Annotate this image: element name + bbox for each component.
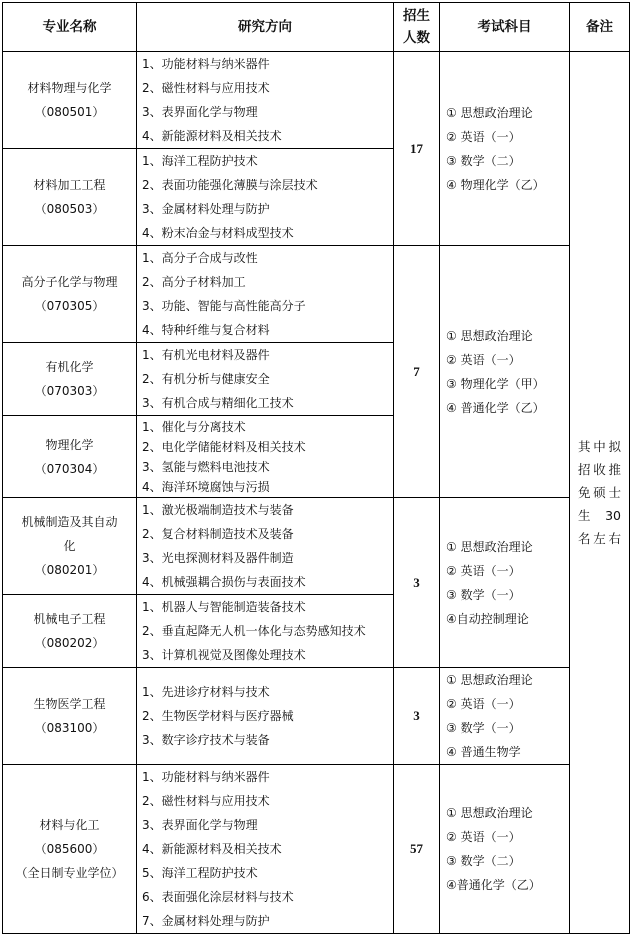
- direction-item: 4、特种纤维与复合材料: [142, 323, 270, 337]
- subject-item: ② 英语（一）: [446, 352, 521, 367]
- direction-cell: [137, 595, 394, 668]
- direction-item: 3、表界面化学与物理: [142, 105, 258, 119]
- major-name: 有机化学: [45, 360, 94, 374]
- direction-item: 3、计算机视觉及图像处理技术: [142, 648, 306, 662]
- subject-item: ① 思想政治理论: [446, 328, 533, 343]
- major-cell: [3, 416, 137, 498]
- major-name: 机械电子工程: [33, 612, 106, 626]
- direction-item: 1、高分子合成与改性: [142, 251, 258, 265]
- note-line: 生 30: [578, 508, 621, 523]
- subject-item: ③ 数学（一）: [446, 587, 521, 602]
- subject-item: ③ 数学（二）: [446, 153, 521, 168]
- count-cell: 3: [394, 668, 440, 765]
- major-cell: [3, 595, 137, 668]
- major-code: （085600）: [34, 842, 105, 856]
- subject-item: ① 思想政治理论: [446, 105, 533, 120]
- direction-item: 3、氢能与燃料电池技术: [142, 459, 270, 474]
- direction-cell: [137, 149, 394, 246]
- direction-item: 4、新能源材料及相关技术: [142, 842, 282, 856]
- direction-item: 2、磁性材料与应用技术: [142, 794, 270, 808]
- header-count-line1: 招生: [403, 8, 430, 24]
- direction-item: 7、金属材料处理与防护: [142, 914, 270, 928]
- direction-item: 4、海洋环境腐蚀与污损: [142, 479, 270, 494]
- subject-item: ② 英语（一）: [446, 697, 521, 711]
- major-cell: [3, 246, 137, 343]
- direction-item: 3、金属材料处理与防护: [142, 202, 270, 216]
- subject-item: ④ 物理化学（乙）: [446, 177, 545, 192]
- direction-cell: [137, 246, 394, 343]
- major-code: （070304）: [34, 461, 105, 476]
- direction-cell: [137, 498, 394, 595]
- table-row: [3, 498, 630, 595]
- major-name: 高分子化学与物理: [21, 275, 118, 289]
- direction-item: 2、复合材料制造技术及装备: [142, 527, 294, 541]
- header-subjects: 考试科目: [440, 3, 570, 52]
- direction-item: 3、表界面化学与物理: [142, 818, 258, 832]
- direction-item: 2、生物医学材料与医疗器械: [142, 709, 294, 723]
- major-cell: [3, 498, 137, 595]
- header-count-line2: 人数: [403, 30, 430, 46]
- subject-item: ④自动控制理论: [446, 611, 529, 626]
- header-direction: 研究方向: [137, 3, 394, 52]
- subjects-cell: [440, 52, 570, 246]
- major-code: （070303）: [34, 384, 105, 398]
- major-code: （080501）: [34, 105, 105, 119]
- direction-item: 4、新能源材料及相关技术: [142, 129, 282, 143]
- subject-item: ① 思想政治理论: [446, 673, 533, 687]
- major-name: 材料加工工程: [33, 178, 106, 192]
- direction-item: 6、表面强化涂层材料与技术: [142, 890, 294, 904]
- direction-item: 5、海洋工程防护技术: [142, 866, 258, 880]
- table-row: [3, 246, 630, 343]
- direction-cell: [137, 52, 394, 149]
- direction-cell: [137, 668, 394, 765]
- direction-item: 1、机器人与智能制造装备技术: [142, 600, 306, 614]
- major-cell: [3, 52, 137, 149]
- subject-item: ④普通化学（乙）: [446, 878, 541, 892]
- direction-cell: [137, 343, 394, 416]
- direction-item: 4、粉末冶金与材料成型技术: [142, 226, 294, 240]
- subjects-cell: [440, 246, 570, 498]
- major-cell: [3, 765, 137, 934]
- direction-cell: [137, 765, 394, 934]
- direction-item: 2、电化学储能材料及相关技术: [142, 439, 306, 454]
- subject-item: ① 思想政治理论: [446, 806, 533, 820]
- subjects-cell: [440, 765, 570, 934]
- direction-item: 1、海洋工程防护技术: [142, 154, 258, 168]
- direction-item: 2、高分子材料加工: [142, 275, 246, 289]
- header-note: 备注: [570, 3, 630, 52]
- major-code: （080202）: [34, 636, 105, 650]
- note-line: 免硕士: [578, 485, 621, 500]
- major-code: （080201）: [34, 563, 105, 577]
- major-name: 材料物理与化学: [27, 81, 112, 95]
- major-name: 生物医学工程: [33, 697, 106, 711]
- note-line: 招收推: [578, 462, 621, 477]
- subject-item: ② 英语（一）: [446, 129, 521, 144]
- subject-item: ② 英语（一）: [446, 563, 521, 578]
- header-count: [394, 3, 440, 52]
- direction-item: 1、有机光电材料及器件: [142, 348, 270, 362]
- major-code: （083100）: [34, 721, 105, 735]
- major-name: 物理化学: [45, 437, 94, 452]
- count-cell: 57: [394, 765, 440, 934]
- major-name: 机械制造及其自动: [21, 515, 118, 529]
- subject-item: ③ 物理化学（甲）: [446, 376, 545, 391]
- note-line: 名左右: [578, 531, 621, 546]
- direction-item: 2、有机分析与健康安全: [142, 372, 270, 386]
- note-line: 其中拟: [578, 439, 621, 454]
- direction-item: 3、有机合成与精细化工技术: [142, 396, 294, 410]
- direction-item: 4、机械强耦合损伤与表面技术: [142, 575, 306, 589]
- direction-cell: [137, 416, 394, 498]
- subject-item: ③ 数学（一）: [446, 721, 521, 735]
- subject-item: ④ 普通生物学: [446, 745, 521, 759]
- major-cell: [3, 149, 137, 246]
- major-degree-type: （全日制专业学位）: [15, 866, 124, 880]
- note-cell: [570, 52, 630, 934]
- major-name: 材料与化工: [39, 818, 100, 832]
- table-row: [3, 668, 630, 765]
- subjects-cell: [440, 668, 570, 765]
- direction-item: 3、功能、智能与高性能高分子: [142, 299, 306, 313]
- header-major: 专业名称: [3, 3, 137, 52]
- direction-item: 1、功能材料与纳米器件: [142, 770, 270, 784]
- subject-item: ② 英语（一）: [446, 830, 521, 844]
- direction-item: 1、催化与分离技术: [142, 419, 246, 434]
- major-name-cont: 化: [63, 539, 76, 553]
- count-cell: 7: [394, 246, 440, 498]
- direction-item: 2、垂直起降无人机一体化与态势感知技术: [142, 624, 366, 638]
- major-code: （070305）: [34, 299, 105, 313]
- major-code: （080503）: [34, 202, 105, 216]
- subject-item: ④ 普通化学（乙）: [446, 400, 545, 415]
- direction-item: 2、表面功能强化薄膜与涂层技术: [142, 178, 318, 192]
- direction-item: 3、光电探测材料及器件制造: [142, 551, 294, 565]
- major-cell: [3, 343, 137, 416]
- enrollment-table: [2, 2, 630, 934]
- count-cell: 17: [394, 52, 440, 246]
- direction-item: 1、激光极端制造技术与装备: [142, 503, 294, 517]
- header-row: [3, 3, 630, 52]
- direction-item: 2、磁性材料与应用技术: [142, 81, 270, 95]
- subjects-cell: [440, 498, 570, 668]
- table-row: [3, 765, 630, 934]
- table-row: [3, 52, 630, 149]
- direction-item: 1、先进诊疗材料与技术: [142, 685, 270, 699]
- major-cell: [3, 668, 137, 765]
- subject-item: ① 思想政治理论: [446, 539, 533, 554]
- subject-item: ③ 数学（二）: [446, 854, 521, 868]
- direction-item: 1、功能材料与纳米器件: [142, 57, 270, 71]
- direction-item: 3、数字诊疗技术与装备: [142, 733, 270, 747]
- count-cell: 3: [394, 498, 440, 668]
